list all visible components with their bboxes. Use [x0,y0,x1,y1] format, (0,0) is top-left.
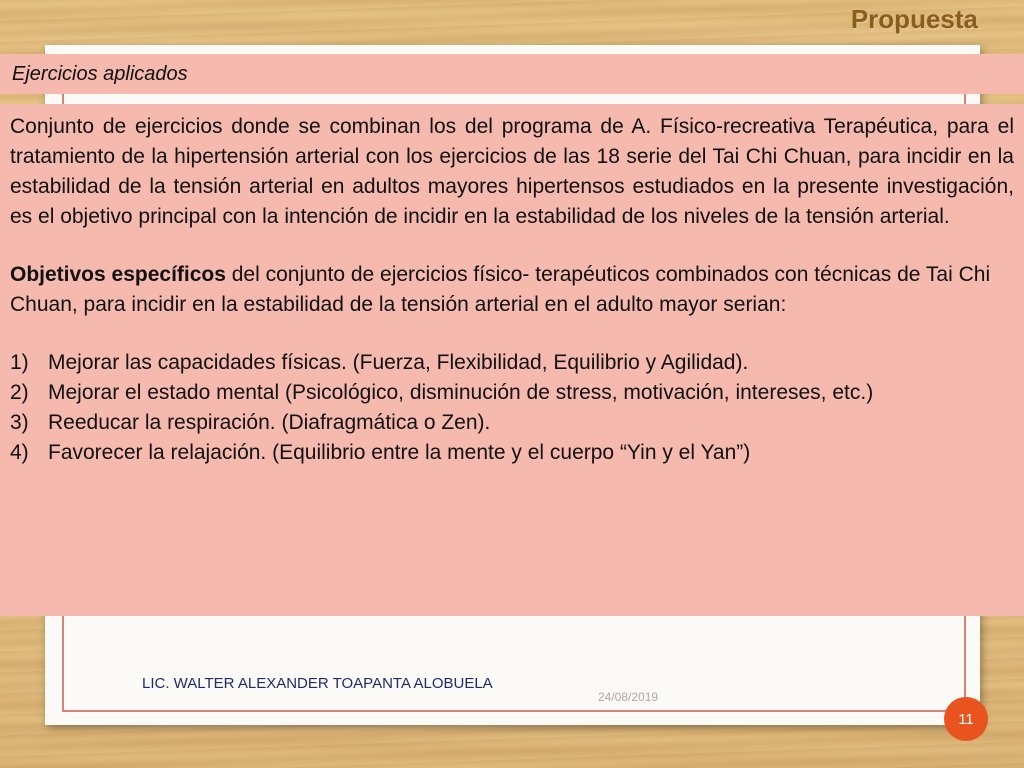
list-item [10,438,1014,468]
list-item [10,408,1014,438]
intro-paragraph: Conjunto de ejercicios donde se combinan los del programa de A. Físico-recreativa Terapéutica, para el tratamiento de la hipertensión arterial con los ejercicios de las 18 serie del Tai Chi Chuan, para incidir en la estabilidad de la tensión arterial en adultos mayores hipertensos estudiados en la presente investigación, es el objetivo principal con la intención de incidir en la estabilidad de los niveles de la tensión arterial. [10,115,1014,228]
list-item [10,378,1014,408]
objectives-paragraph [10,260,1014,320]
list-item-text: Reeducar la respiración. (Diafragmática o Zen). [48,411,491,434]
list-item-number: 3) [10,411,29,434]
list-item-text: Mejorar las capacidades físicas. (Fuerza, Flexibilidad, Equilibrio y Agilidad). [48,351,749,374]
objectives-list [10,348,1014,468]
list-item-text: Mejorar el estado mental (Psicológico, disminución de stress, motivación, intereses, etc.) [48,381,874,404]
list-item [10,348,1014,378]
list-item-number: 2) [10,381,29,404]
objectives-intro: del conjunto de ejercicios físico- terapéuticos combinados con técnicas de Tai Chi Chuan, para incidir en la estabilidad de la tensión arterial en el adulto mayor serian: [10,263,991,316]
slide-title: Propuesta [850,4,978,34]
list-item-number: 4) [10,441,29,464]
list-item-text: Favorecer la relajación. (Equilibrio entre la mente y el cuerpo “Yin y el Yan”) [48,441,751,464]
content-box [0,104,1024,616]
author-footer: LIC. WALTER ALEXANDER TOAPANTA ALOBUELA [142,675,493,692]
objectives-heading: Objetivos específicos [10,263,226,286]
page-number-badge: 11 [944,697,988,741]
subtitle-bar [0,54,1024,94]
date-footer: 24/08/2019 [598,690,659,704]
slide-subtitle: Ejercicios aplicados [12,63,188,85]
list-item-number: 1) [10,351,29,374]
